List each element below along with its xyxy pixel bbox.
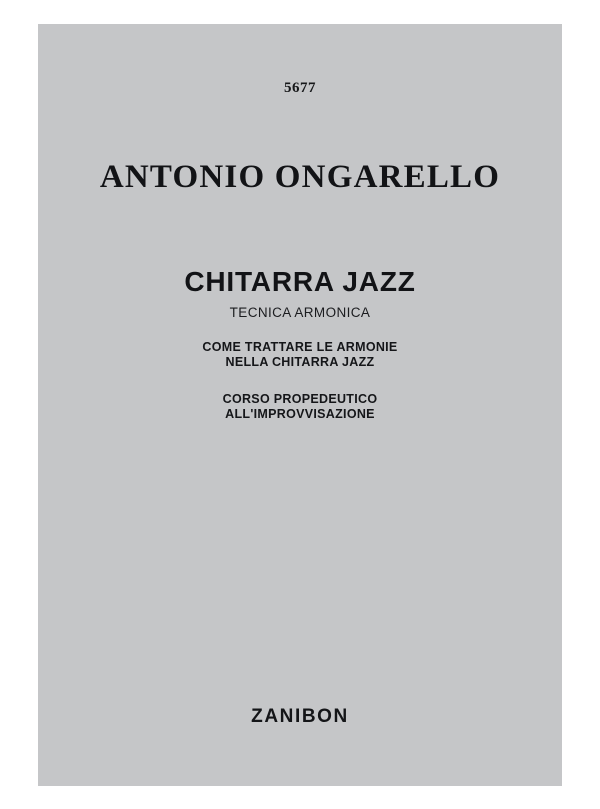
plate-number: 5677: [284, 80, 316, 96]
description-line: NELLA CHITARRA JAZZ: [225, 355, 375, 369]
publisher-name: ZANIBON: [251, 706, 349, 727]
author-name: ANTONIO ONGARELLO: [99, 159, 501, 195]
description-line: CORSO PROPEDEUTICO: [222, 392, 378, 406]
book-subtitle: TECNICA ARMONICA: [229, 305, 371, 320]
book-cover: [38, 24, 562, 786]
book-title: CHITARRA JAZZ: [184, 266, 416, 297]
description-block-1: [202, 340, 397, 370]
description-line: COME TRATTARE LE ARMONIE: [202, 340, 398, 354]
cover-content: [38, 24, 562, 786]
description-block-2: [223, 392, 378, 422]
description-line: ALL'IMPROVVISAZIONE: [225, 407, 375, 421]
